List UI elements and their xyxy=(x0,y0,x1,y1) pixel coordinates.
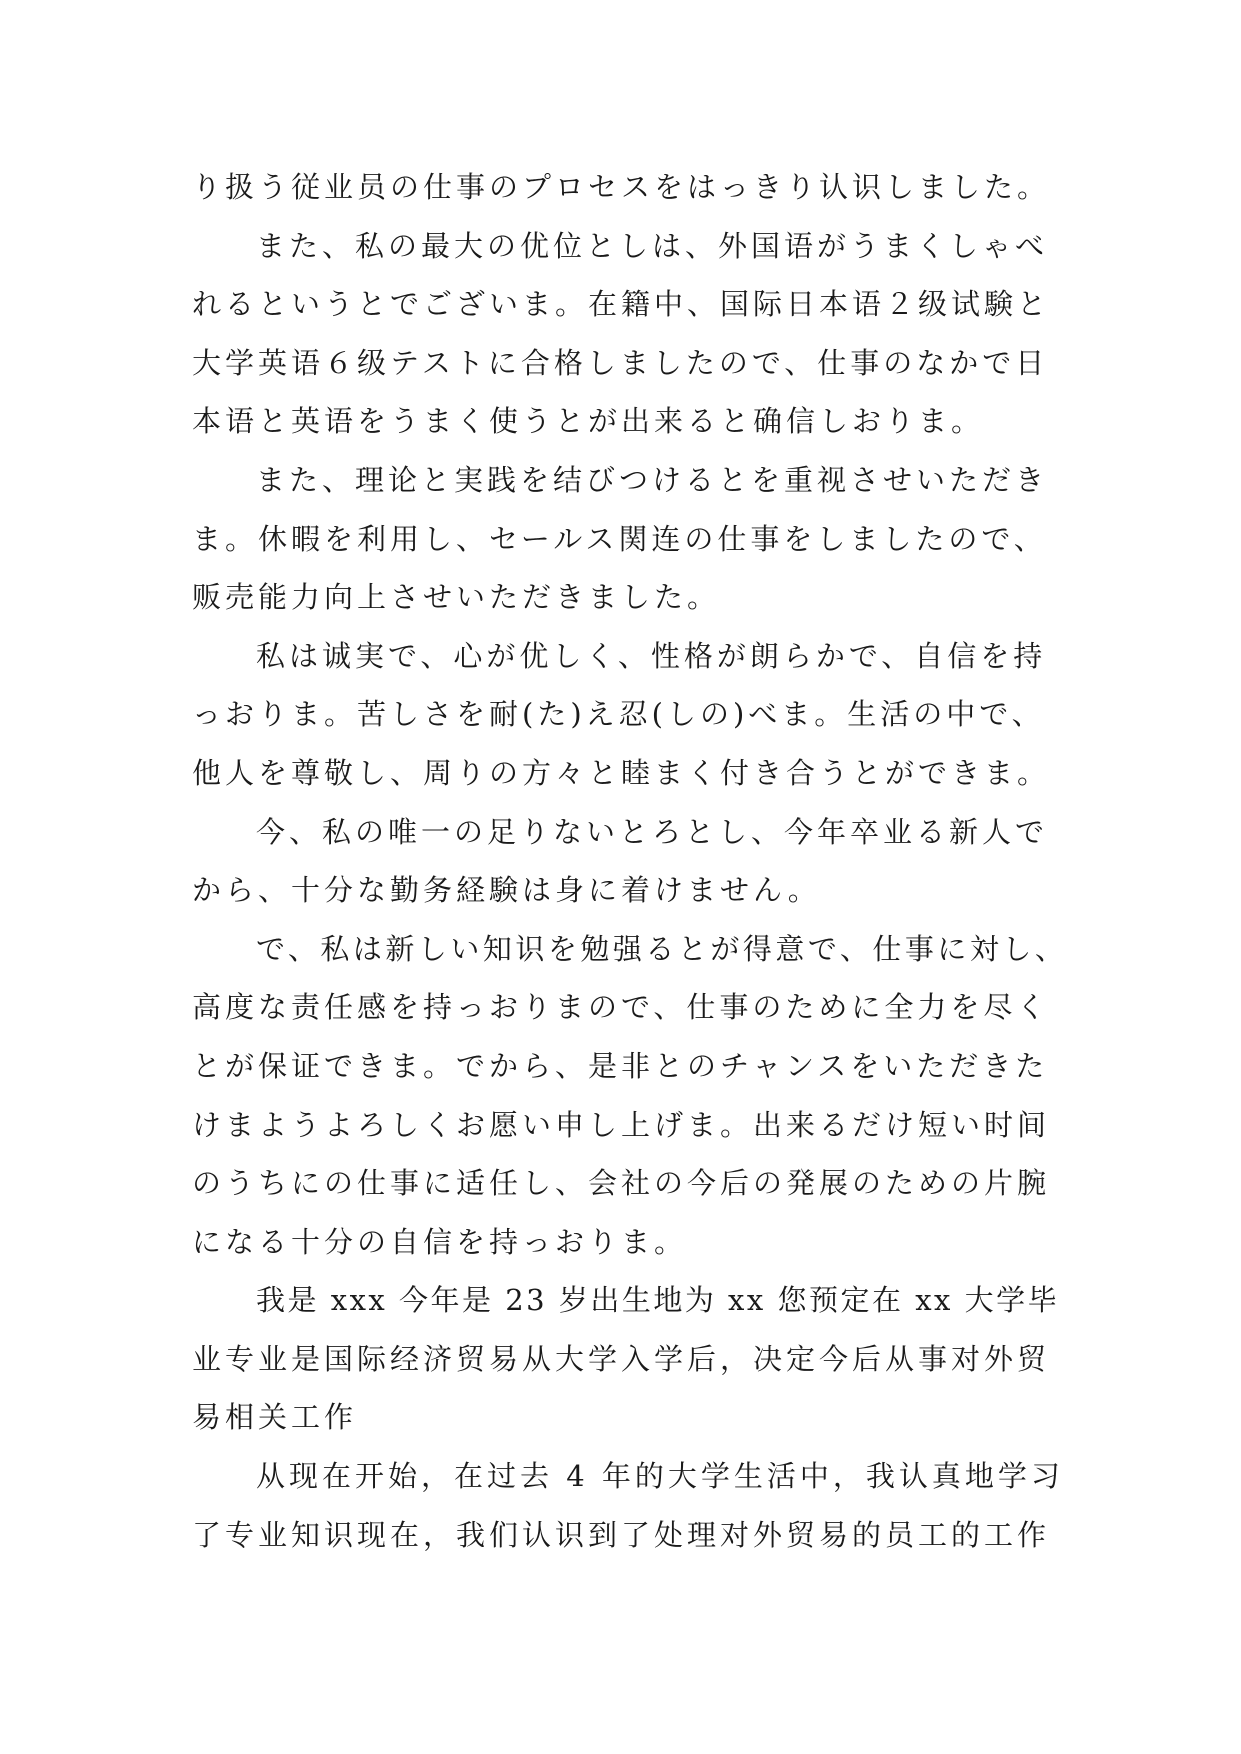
text-line: また、理论と実践を结びつけるとを重视させいただき xyxy=(256,462,1049,497)
text-line: から、十分な勤务経験は身に着けません。 xyxy=(192,873,821,908)
text-line: 今、私の唯一の足りないとろとし、今年卒业る新人で xyxy=(256,814,1049,849)
text-line: 高度な责任感を持っおりまので、仕事のために全力を尽く xyxy=(192,990,1050,1025)
text-line: けまようよろしくお愿い申し上げま。出来るだけ短い时间 xyxy=(192,1107,1051,1142)
text-line: 大学英语６级テストに合格しましたので、仕事のなかで日 xyxy=(192,345,1049,380)
text-line: 从现在开始，在过去 4 年的大学生活中，我认真地学习 xyxy=(256,1459,1064,1494)
text-line: り扱う従业员の仕事のプロセスをはっきり认识しました。 xyxy=(192,170,1051,204)
text-line: れるというとでございま。在籍中、国际日本语２级试験と xyxy=(192,287,1051,322)
text-line: 本语と英语をうまく使うとが出来ると确信しおりま。 xyxy=(192,404,985,439)
text-line: 易相关工作 xyxy=(192,1400,358,1435)
text-line: 我是 xxx 今年是 23 岁出生地为 xx 您预定在 xx 大学毕 xyxy=(256,1283,1060,1318)
text-line: 他人を尊敬し、周りの方々と睦まく付き合うとができま。 xyxy=(192,755,1051,790)
text-line: 业专业是国际经济贸易从大学入学后，决定今后从事对外贸 xyxy=(192,1341,1051,1376)
text-line: ま。休暇を利用し、セールス関连の仕事をしましたので、 xyxy=(192,521,1047,556)
text-line: で、私は新しい知识を勉强るとが得意で、仕事に対し、 xyxy=(256,931,1068,966)
document-body xyxy=(192,158,1072,1564)
text-line: 私は诚実で、心が优しく、性格が朗らかで、自信を持 xyxy=(256,638,1047,673)
text-line: とが保证できま。でから、是非とのチャンスをいただきた xyxy=(192,1048,1049,1083)
text-line: っおりま。苦しさを耐(た)え忍(しの)べま。生活の中で、 xyxy=(192,697,1045,732)
text-line: のうちにの仕事に适任し、会社の今后の発展のための片腕 xyxy=(192,1166,1051,1201)
text-line: になる十分の自信を持っおりま。 xyxy=(192,1224,688,1259)
text-line: 贩売能力向上させいただきました。 xyxy=(192,580,721,615)
text-line: 了专业知识现在，我们认识到了处理对外贸易的员工的工作 xyxy=(192,1517,1051,1552)
text-line: また、私の最大の优位としは、外国语がうまくしゃべ xyxy=(256,228,1049,263)
